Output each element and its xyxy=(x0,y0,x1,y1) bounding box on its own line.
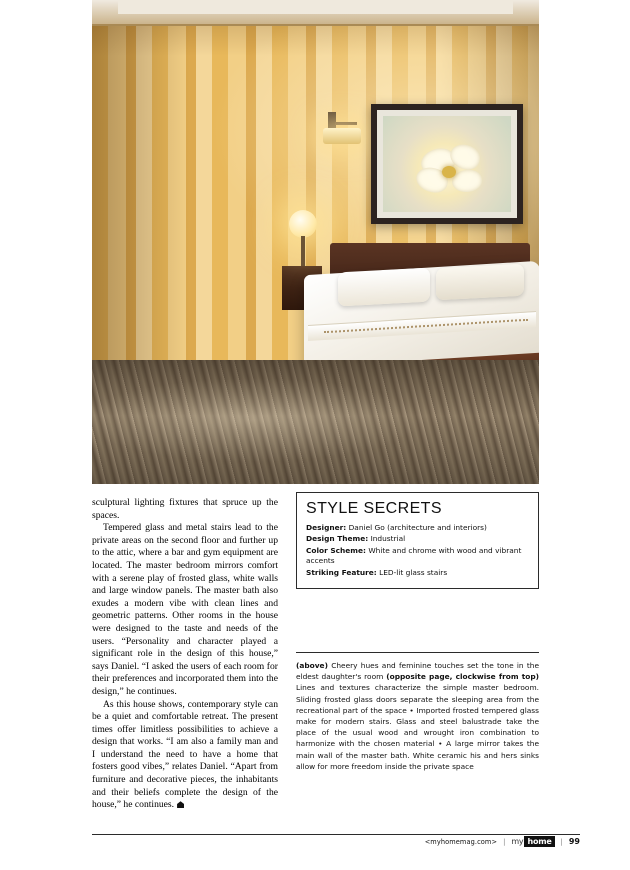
caption-lead: (above) xyxy=(296,661,328,670)
caption-text-1: Cheery hues and feminine touches set the tone in the eldest daughter's room xyxy=(296,661,539,682)
magnolia-painting-icon xyxy=(383,116,511,212)
style-secret-color-value: White and chrome with wood and vibrant accents xyxy=(306,545,522,566)
photo-caption xyxy=(296,660,539,772)
caption-text-3: Lines and textures characterize the simple master bedroom. Sliding frosted glass doors separate the sleeping area from the recreational part of the space • Imported frosted tempered glass make for modern stairs. Glass and steel balustrade take the place of the usual wood and wrought iron combination to harmonize with the chosen material • A large mirror takes the main wall of the master bath. White ceramic his and hers sinks allow for more freedom inside the private space xyxy=(296,683,539,771)
photo-scene xyxy=(92,0,539,484)
style-secret-theme xyxy=(306,534,529,544)
magazine-logo xyxy=(511,837,554,846)
end-mark-icon xyxy=(177,801,184,808)
pillow-right xyxy=(436,264,524,301)
style-secret-color xyxy=(306,546,529,567)
article-paragraph-3 xyxy=(92,699,278,812)
style-secrets-title: STYLE SECRETS xyxy=(306,500,442,517)
logo-my: my xyxy=(511,837,524,846)
ceiling xyxy=(92,0,539,26)
style-secret-theme-label: Design Theme: xyxy=(306,534,369,544)
logo-home: home xyxy=(524,836,554,847)
article-paragraph-3-text: As this house shows, contemporary style can be a quiet and comfortable retreat. The present times offer limitless possibilities to achieve a design that works. “I am also a family man and I understand the need to have a home that fosters good vibes,” relates Daniel. “Apart from furniture and decorative pieces, the inhabitants and their beliefs complete the design of the house,” he continues. xyxy=(92,698,278,811)
article-paragraph-2: Tempered glass and metal stairs lead to the private areas on the second floor and further up to the attic, where a bar and gym equipment are located. The master bedroom mirrors comfort with a serene play of frosted glass, white walls and large window panels. The master bath also exudes a modern vibe with clean lines and geometric patterns. Other rooms in the house were designed to the taste and needs of the users. “Personality and character played a significant role in the design of this house,” says Daniel. “I asked the users of each room for their preferences and incorporated them into the design,” he continues. xyxy=(92,522,278,697)
ceiling-inset xyxy=(118,0,513,14)
framed-artwork xyxy=(371,104,523,224)
carpet-shadow xyxy=(92,360,539,484)
bedroom-photo xyxy=(92,0,539,484)
lamp-stem xyxy=(301,236,305,266)
bedside-lamp-icon xyxy=(289,210,317,238)
article-body xyxy=(92,497,278,812)
style-secret-color-label: Color Scheme: xyxy=(306,545,366,555)
caption-bold-2: (opposite page, clockwise from top) xyxy=(386,672,539,682)
page-number: 99 xyxy=(568,837,580,846)
footer-website[interactable]: <myhomemag.com> xyxy=(424,837,498,846)
article-paragraph-1: sculptural lighting fixtures that spruce up the spaces. xyxy=(92,497,278,521)
pillow-left xyxy=(338,268,430,307)
artwork-mat xyxy=(377,110,517,218)
footer-content xyxy=(425,837,580,846)
style-secret-designer-value: Daniel Go (architecture and interiors) xyxy=(348,523,487,532)
style-secret-theme-value: Industrial xyxy=(370,534,406,544)
footer-separator-2: | xyxy=(560,837,563,846)
style-secret-feature-value: LED-lit glass stairs xyxy=(379,567,448,577)
sconce-arm-icon xyxy=(335,122,357,125)
style-secret-designer xyxy=(306,523,529,533)
caption-divider xyxy=(296,652,539,653)
style-secrets-box xyxy=(296,492,539,589)
footer-separator: | xyxy=(503,837,506,846)
footer-divider xyxy=(92,834,580,835)
wall-sconce-icon xyxy=(323,128,361,144)
style-secret-feature xyxy=(306,568,529,578)
style-secret-designer-label: Designer: xyxy=(306,523,347,532)
page-footer xyxy=(92,834,580,850)
style-secret-feature-label: Striking Feature: xyxy=(306,567,377,577)
